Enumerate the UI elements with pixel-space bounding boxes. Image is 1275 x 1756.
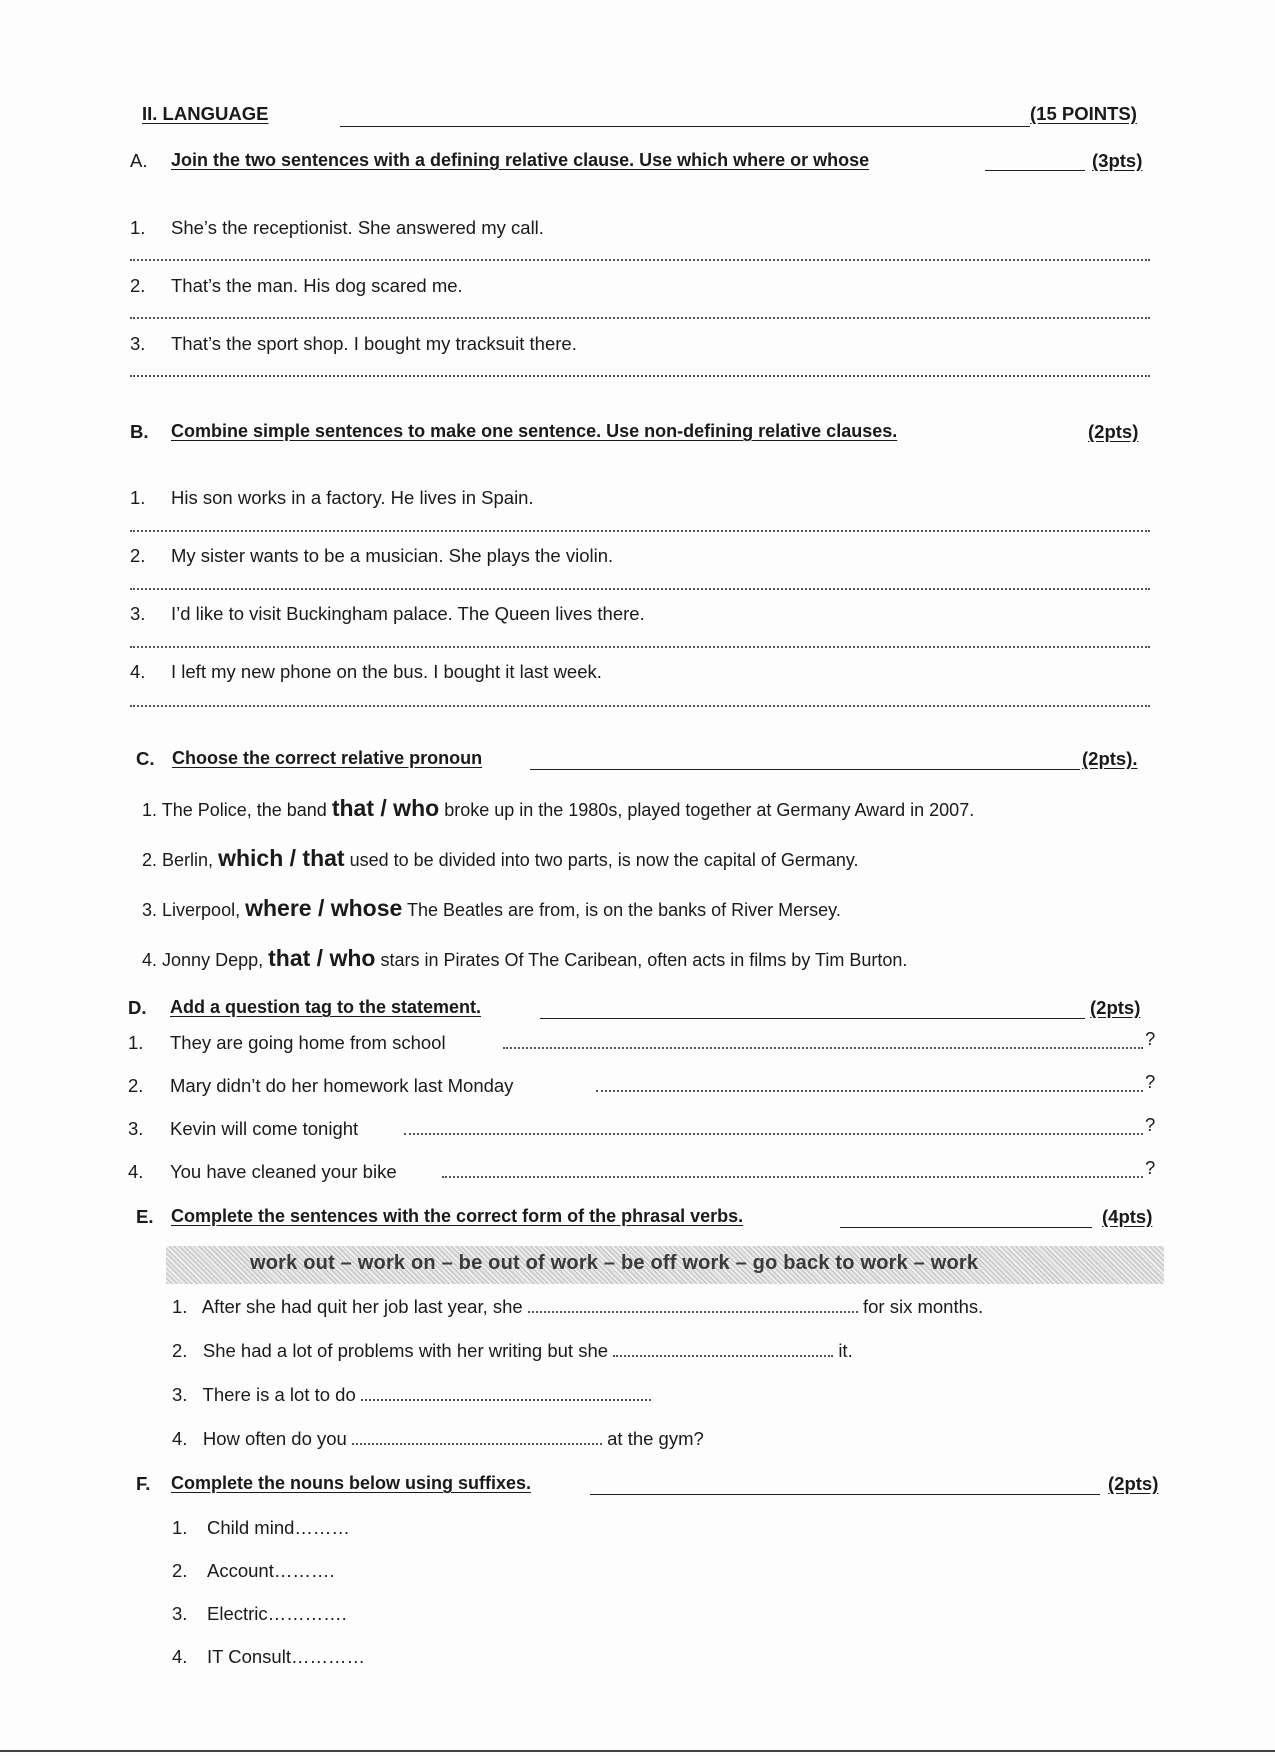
statement-text: You have cleaned your bike (170, 1161, 397, 1182)
statement-text: Kevin will come tonight (170, 1118, 359, 1139)
section-b-letter: B. (130, 421, 149, 442)
item-number: 1. (130, 217, 146, 238)
choice-sentence (142, 795, 974, 822)
item-number: 2. (172, 1340, 188, 1361)
section-f-points: (2pts) (1108, 1473, 1159, 1494)
section-f-letter: F. (136, 1473, 151, 1494)
answer-line[interactable] (130, 375, 1150, 377)
sentence-text: His son works in a factory. He lives in Spain. (171, 487, 534, 508)
section-e-rule (840, 1227, 1092, 1228)
item-number: 4. (142, 950, 158, 970)
item-number: 2. (128, 1075, 144, 1096)
pronoun-choice[interactable]: that / who (331, 795, 440, 821)
section-b-points: (2pts) (1088, 421, 1139, 442)
section-b-title: Combine simple sentences to make one sentence. Use non-defining relative clauses. (171, 421, 898, 441)
blank[interactable] (528, 1307, 858, 1313)
item-number: 3. (128, 1118, 144, 1139)
sentence-text: I’d like to visit Buckingham palace. The Queen lives there. (171, 603, 645, 624)
section-c-title: Choose the correct relative pronoun (172, 748, 483, 768)
question-mark: ? (1145, 1114, 1156, 1135)
section-f-rule (590, 1494, 1100, 1495)
fill-sentence (172, 1296, 983, 1318)
answer-line[interactable] (130, 588, 1150, 590)
sentence-end: stars in Pirates Of The Caribean, often acts in films by Tim Burton. (380, 950, 908, 970)
blank[interactable] (613, 1351, 833, 1357)
item-number: 3. (172, 1603, 188, 1624)
question-mark: ? (1145, 1071, 1156, 1092)
item-number: 2. (142, 850, 158, 870)
pronoun-choice[interactable]: which / that (218, 845, 345, 871)
section-e-title: Complete the sentences with the correct form of the phrasal verbs. (171, 1206, 744, 1226)
item-number: 1. (128, 1032, 144, 1053)
answer-line[interactable] (130, 530, 1150, 532)
fill-sentence (172, 1384, 651, 1406)
sentence-text: My sister wants to be a musician. She plays the violin. (171, 545, 614, 566)
item-number: 4. (172, 1646, 188, 1667)
choice-sentence (142, 945, 907, 972)
section-d-points: (2pts) (1090, 997, 1141, 1018)
section-d-title: Add a question tag to the statement. (170, 997, 482, 1017)
noun-stem[interactable]: Electric…………. (207, 1603, 347, 1624)
sentence-end: used to be divided into two parts, is now the capital of Germany. (349, 850, 859, 870)
choice-sentence (142, 895, 841, 922)
sentence-start: Jonny Depp, (162, 950, 264, 970)
answer-line[interactable] (503, 1047, 1143, 1049)
noun-stem[interactable]: Child mind……… (207, 1517, 350, 1538)
sentence-text: She’s the receptionist. She answered my call. (171, 217, 544, 238)
header-rule (340, 126, 1030, 127)
answer-line[interactable] (404, 1133, 1143, 1135)
item-number: 1. (172, 1517, 188, 1538)
sentence-start: The Police, the band (161, 800, 327, 820)
answer-line[interactable] (130, 705, 1150, 707)
page-bottom-rule (0, 1750, 1275, 1752)
section-f-title: Complete the nouns below using suffixes. (171, 1473, 532, 1493)
answer-line[interactable] (130, 259, 1150, 261)
section-a-points: (3pts) (1092, 150, 1143, 171)
choice-sentence (142, 845, 859, 872)
section-c-points: (2pts). (1082, 748, 1138, 769)
item-number: 3. (130, 333, 146, 354)
item-number: 3. (172, 1384, 188, 1405)
section-d-letter: D. (128, 997, 147, 1018)
sentence-end: for six months. (862, 1296, 984, 1317)
item-number: 4. (130, 661, 146, 682)
section-c-rule (530, 769, 1080, 770)
answer-line[interactable] (596, 1090, 1143, 1092)
item-number: 4. (128, 1161, 144, 1182)
section-e-letter: E. (136, 1206, 154, 1227)
answer-line[interactable] (442, 1176, 1143, 1178)
section-a-rule (985, 170, 1085, 171)
sentence-text: That’s the man. His dog scared me. (171, 275, 463, 296)
phrasal-verb-word-box (166, 1246, 1164, 1284)
page-title: II. LANGUAGE (142, 103, 269, 124)
item-number: 2. (172, 1560, 188, 1581)
item-number: 2. (130, 275, 146, 296)
question-mark: ? (1145, 1157, 1156, 1178)
answer-line[interactable] (130, 646, 1150, 648)
section-d-rule (540, 1018, 1085, 1019)
section-a-letter: A. (130, 150, 148, 171)
sentence-text: I left my new phone on the bus. I bought it last week. (171, 661, 602, 682)
answer-line[interactable] (130, 317, 1150, 319)
item-number: 1. (142, 800, 158, 820)
sentence-end: The Beatles are from, is on the banks of River Mersey. (407, 900, 841, 920)
sentence-end: at the gym? (607, 1428, 704, 1449)
word-box-text: work out – work on – be out of work – be off work – go back to work – work (250, 1252, 979, 1274)
noun-stem[interactable]: Account………. (207, 1560, 335, 1581)
sentence-start: Berlin, (162, 850, 214, 870)
blank[interactable] (352, 1439, 602, 1445)
blank[interactable] (361, 1395, 651, 1401)
sentence-end: it. (838, 1340, 853, 1361)
sentence-start: After she had quit her job last year, she (201, 1296, 523, 1317)
section-e-points: (4pts) (1102, 1206, 1153, 1227)
item-number: 3. (130, 603, 146, 624)
fill-sentence (172, 1428, 704, 1450)
item-number: 1. (172, 1296, 188, 1317)
noun-stem[interactable]: IT Consult………… (207, 1646, 365, 1667)
sentence-end: broke up in the 1980s, played together at Germany Award in 2007. (444, 800, 975, 820)
total-points: (15 POINTS) (1030, 103, 1137, 124)
section-c-letter: C. (136, 748, 155, 769)
section-a-title: Join the two sentences with a defining relative clause. Use which where or whose (171, 150, 870, 170)
question-mark: ? (1145, 1028, 1156, 1049)
sentence-text: That’s the sport shop. I bought my tracksuit there. (171, 333, 577, 354)
item-number: 3. (142, 900, 158, 920)
item-number: 2. (130, 545, 146, 566)
pronoun-choice[interactable]: where / whose (245, 895, 403, 921)
statement-text: Mary didn’t do her homework last Monday (170, 1075, 514, 1096)
sentence-start: How often do you (202, 1428, 347, 1449)
fill-sentence (172, 1340, 853, 1362)
item-number: 1. (130, 487, 146, 508)
statement-text: They are going home from school (170, 1032, 446, 1053)
sentence-start: She had a lot of problems with her writing but she (202, 1340, 609, 1361)
item-number: 4. (172, 1428, 188, 1449)
sentence-start: Liverpool, (162, 900, 241, 920)
sentence-start: There is a lot to do (202, 1384, 356, 1405)
pronoun-choice[interactable]: that / who (268, 945, 376, 971)
